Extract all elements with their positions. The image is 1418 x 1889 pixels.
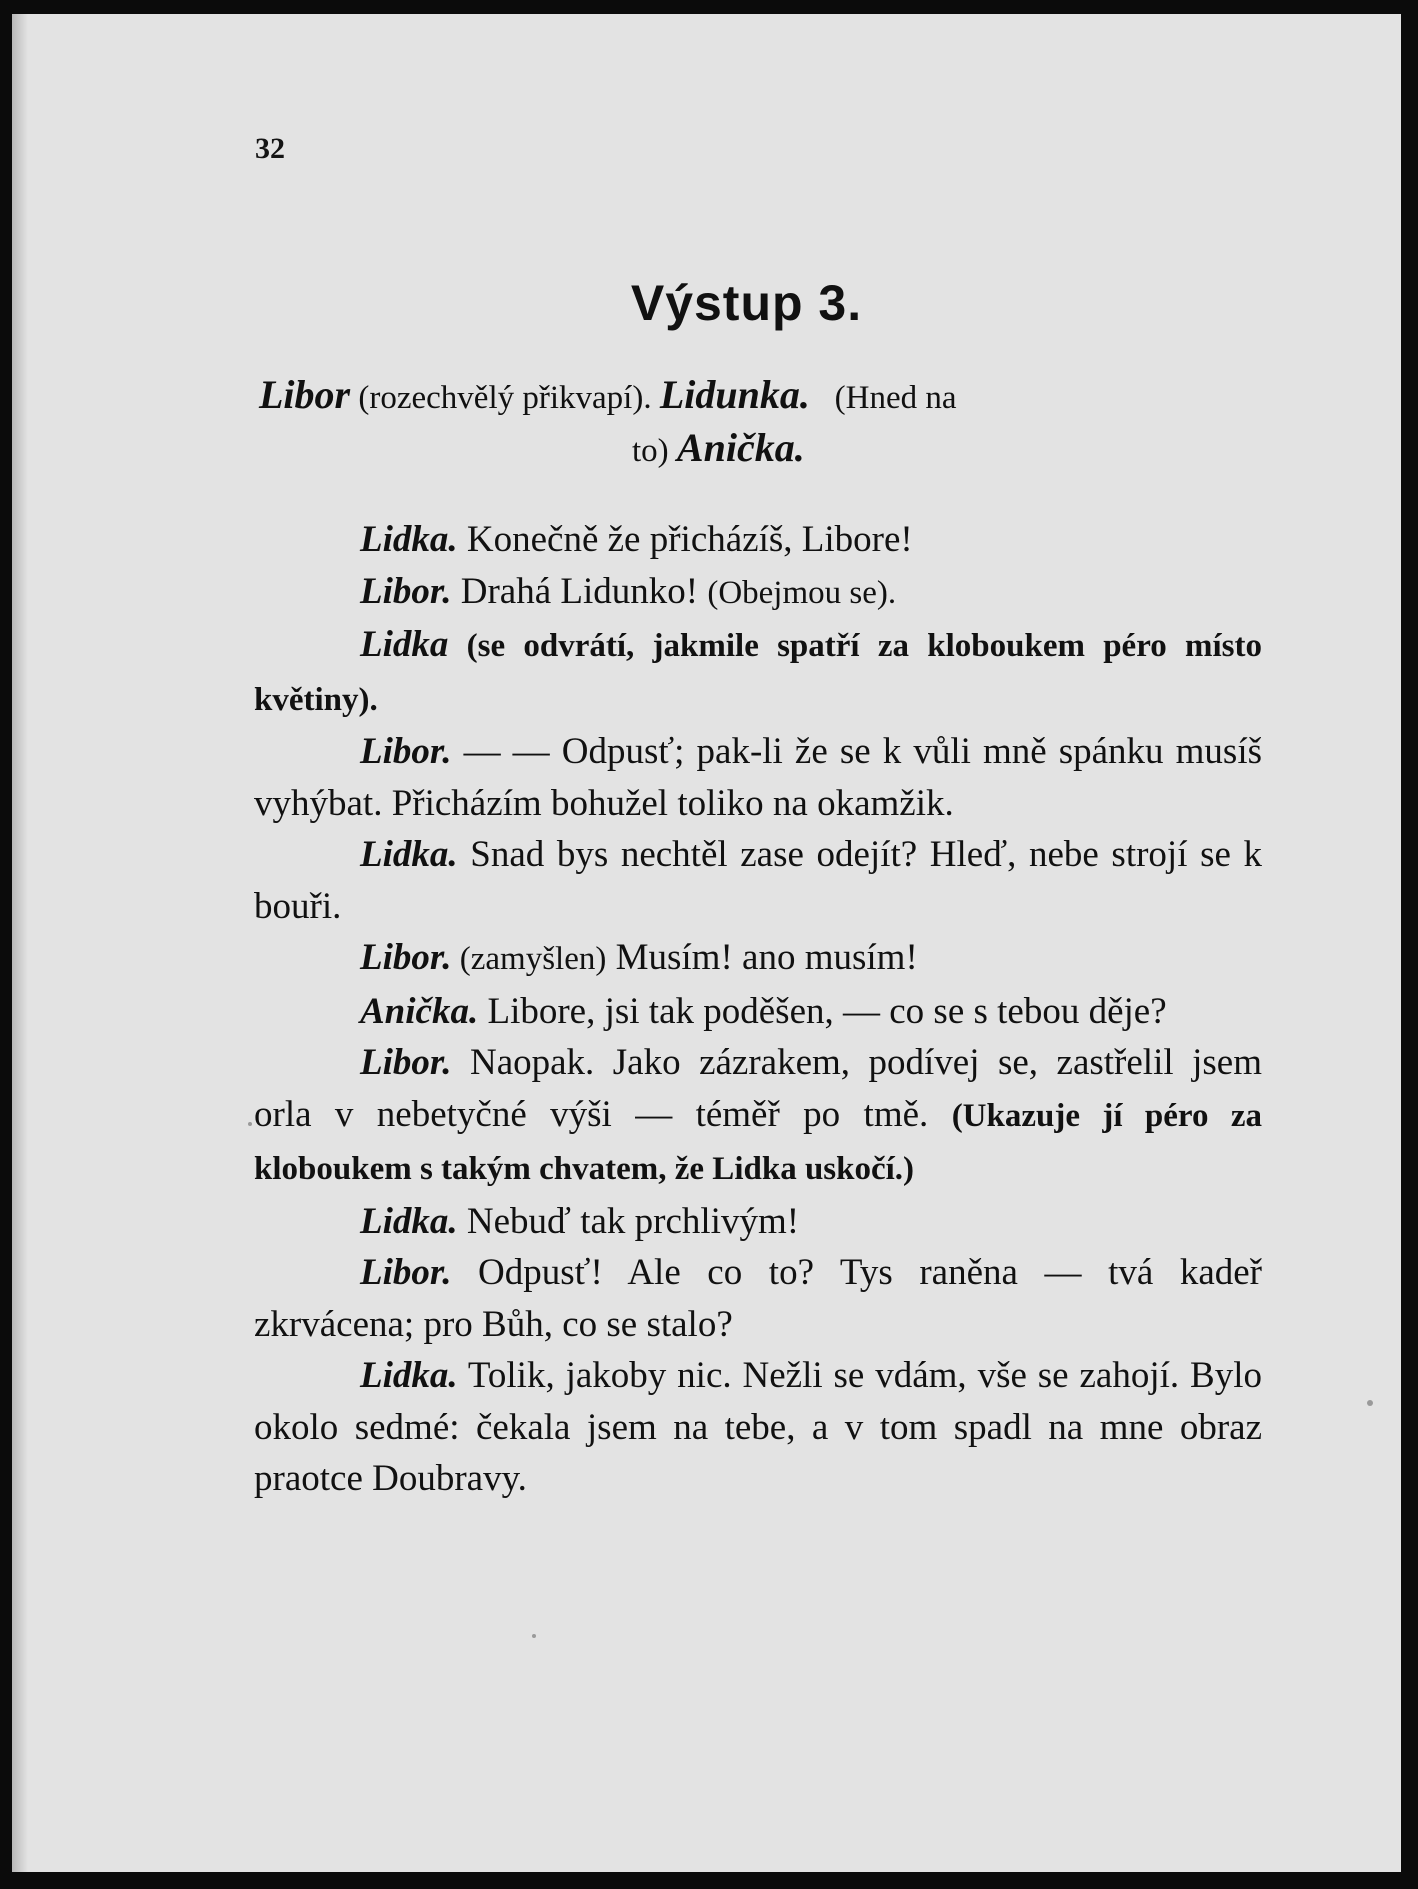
speaker-name: Anička. — [360, 990, 479, 1032]
speaker-name: Lidka. — [360, 519, 458, 560]
speaker-name: Lidka. — [360, 834, 458, 875]
dialogue-line — [254, 514, 1262, 566]
cast-speaker-libor: Libor — [259, 372, 351, 417]
cast-direction: to) — [632, 433, 677, 469]
spoken-text: Drahá Lidunko! — [451, 570, 708, 612]
dialogue-line — [254, 986, 1262, 1038]
stage-direction: (Obejmou se). — [707, 574, 897, 611]
page-number: 32 — [255, 132, 285, 165]
spoken-text: Naopak. Jako zázrakem, podívej se, zastřelil jsem orla v nebetyčné výši — téměř po tmě. — [254, 1042, 1262, 1135]
spoken-text: Nebuď tak prchlivým! — [457, 1200, 800, 1242]
spoken-text: Tolik, jakoby nic. Nežli se vdám, vše se zahojí. Bylo okolo sedmé: čekala jsem na tebe, a v tom spadl na mne obraz praotce Doubravy. — [254, 1355, 1262, 1499]
speaker-name: Libor. — [360, 1252, 452, 1293]
dialogue-line — [254, 619, 1262, 726]
cast-speaker-anicka: Anička. — [676, 425, 805, 470]
dialogue-line — [254, 1196, 1262, 1248]
speaker-name: Libor. — [360, 570, 452, 612]
cast-direction: (rozechvělý přikvapí). — [350, 380, 660, 416]
speaker-name: Lidka — [360, 624, 449, 665]
print-speck — [1367, 1400, 1373, 1406]
spoken-text: Libore, jsi tak poděšen, — co se s tebou děje? — [478, 990, 1167, 1032]
spoken-text: Musím! ano musím! — [606, 937, 918, 978]
spoken-text: — — Odpusť; pak-li že se k vůli mně spánku musíš vyhýbat. Přicházím bohužel toliko na okamžik. — [254, 731, 1262, 824]
spoken-text: Snad bys nechtěl zase odejít? Hleď, nebe strojí se k bouři. — [254, 834, 1262, 927]
stage-direction: (se odvrátí, jakmile spatří za kloboukem péro místo květiny). — [254, 628, 1262, 718]
speaker-name: Libor. — [360, 1042, 452, 1083]
speaker-name: Lidka. — [360, 1200, 458, 1242]
stage-direction: (Ukazuje jí péro za kloboukem s takým chvatem, že Lidka uskočí.) — [254, 1097, 1262, 1187]
book-page — [12, 14, 1401, 1872]
print-speck — [248, 1122, 252, 1126]
dialogue-line — [254, 829, 1262, 932]
print-speck — [532, 1634, 536, 1638]
cast-line-2 — [259, 423, 1259, 476]
cast-line-1 — [259, 370, 1259, 423]
dialogue-line — [254, 726, 1262, 829]
cast-direction: (Hned na — [809, 380, 957, 416]
speaker-name: Lidka. — [360, 1355, 458, 1396]
dialogue-body — [254, 514, 1262, 1505]
stage-direction: (zamyšlen) — [451, 941, 607, 977]
dialogue-line — [254, 932, 1262, 986]
dialogue-line — [254, 1037, 1262, 1196]
spoken-text: Odpusť! Ale co to? Tys raněna — tvá kadeř zkrvácena; pro Bůh, co se stalo? — [254, 1252, 1262, 1345]
cast-list — [259, 370, 1259, 476]
dialogue-line — [254, 1350, 1262, 1505]
spoken-text: Konečně že přicházíš, Libore! — [457, 519, 913, 560]
scene-heading: Výstup 3. — [630, 275, 863, 331]
dialogue-line — [254, 566, 1262, 620]
dialogue-line — [254, 1247, 1262, 1350]
speaker-name: Libor. — [360, 731, 452, 772]
cast-speaker-lidunka: Lidunka. — [659, 372, 810, 417]
speaker-name: Libor. — [360, 937, 452, 978]
